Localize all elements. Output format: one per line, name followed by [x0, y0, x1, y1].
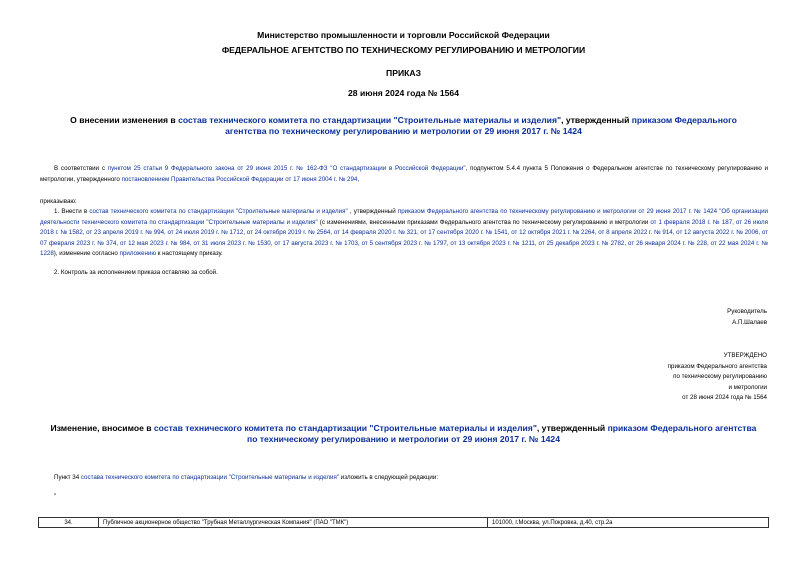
change-committee-link[interactable]: состава технического комитета по стандартизации "Строительные материалы и изделия": [80, 474, 340, 481]
change-title-committee-link[interactable]: состав технического комитета по стандартизации "Строительные материалы и изделия": [153, 423, 537, 433]
change-title: Изменение, вносимое в состав технического комитета по стандартизации "Строительные материалы и изделия", утвержденный приказом Федерального агентства по техническому регулированию и метрологии от 29 июня 2017 г. № 1424: [50, 423, 757, 444]
law-link[interactable]: пунктом 25 статьи 9 Федерального закона от 29 июня 2015 г. № 162-ФЗ "О стандартизации в Российской Федерации": [107, 165, 466, 172]
table-row: [39, 518, 769, 528]
item1-amendments-links[interactable]: от 1 февраля 2018 г. № 187, от 26 июля 2018 г. № 1582, от 23 апреля 2019 г. № 994, от 24 июля 2019 г. № 1712, от 24 октября 2019 г. № 2564, от 14 февраля 2020 г. № 321, от 17 сентября 2020 г. № 1541, от 12 октября 2021 г. № 2264, от 8 апреля 2022 г. № 914, от 12 августа 2022 г. № 2006, от 07 февраля 2023 г. № 374, от 12 мая 2023 г. № 984, от 31 июля 2023 г. № 1530, от 17 августа 2023 г. № 1703, от 5 сентября 2023 г. № 1797, от 13 октября 2023 г. № 1211, от 25 декабря 2023 г. № 2782, от 26 января 2024 г. № 228, от 22 мая 2024 г. № 1228: [40, 218, 768, 258]
order-word: приказываю:: [40, 198, 77, 205]
government-decree-link[interactable]: постановлением Правительства Российской Федерации от 17 июня 2004 г. № 294: [121, 175, 358, 183]
title-link-order[interactable]: приказом Федерального: [631, 115, 737, 125]
title-link-order-cont[interactable]: агентства по техническому регулированию и метрологии от 29 июня 2017 г. № 1424: [225, 125, 582, 136]
item-2-paragraph: 2. Контроль за исполнением приказа оставляю за собой.: [54, 269, 218, 276]
committee-member-table: [38, 517, 769, 528]
item1-committee-link[interactable]: состав технического комитета по стандартизации "Строительные материалы и изделия": [89, 208, 348, 215]
signature-position: Руководитель: [727, 308, 767, 315]
item-1-paragraph: 1. Внести в состав технического комитета по стандартизации "Строительные материалы и изделия" , утвержденный приказом Федерального агентства по техническому регулированию и метрологии от 29 июня 2017 г. № 1424 "Об организации деятельности технического комитета по стандартизации "Строительные материалы и изделия" (с изменениями, внесенными приказами Федерального агентства по техническому регулированию и метрологии от 1 февраля 2018 г. № 187, от 26 июля 2018 г. № 1582, от 23 апреля 2019 г. № 994, от 24 июля 2019 г. № 1712, от 24 октября 2019 г. № 2564, от 14 февраля 2020 г. № 321, от 17 сентября 2020 г. № 1541, от 12 октября 2021 г. № 2264, от 8 апреля 2022 г. № 914, от 12 августа 2022 г. № 2006, от 07 февраля 2023 г. № 374, от 12 мая 2023 г. № 984, от 31 июля 2023 г. № 1530, от 17 августа 2023 г. № 1703, от 5 сентября 2023 г. № 1797, от 13 октября 2023 г. № 1211, от 25 декабря 2023 г. № 2782, от 26 января 2024 г. № 228, от 22 мая 2024 г. № 1228), изменение согласно приложению к настоящему приказу.: [40, 208, 768, 258]
ministry-name: Министерство промышленности и торговли Российской Федерации: [257, 30, 550, 40]
preamble-paragraph: В соответствии с пунктом 25 статьи 9 Федерального закона от 29 июня 2015 г. № 162-ФЗ "О стандартизации в Российской Федерации", подпунктом 5.4.4 пункта 5 Положения о Федеральном агентстве по техническому регулированию и метрологии, утвержденного постановлением Правительства Российской Федерации от 17 июня 2004 г. № 294,: [40, 165, 768, 183]
approval-stamp: УТВЕРЖДЕНО приказом Федерального агентства по техническому регулированию и метрологии от 28 июня 2024 года № 1564: [667, 352, 767, 402]
agency-name: ФЕДЕРАЛЬНОЕ АГЕНТСТВО ПО ТЕХНИЧЕСКОМУ РЕГУЛИРОВАНИЮ И МЕТРОЛОГИИ: [221, 45, 586, 55]
change-title-order-link-cont[interactable]: по техническому регулированию и метрологии от 29 июня 2017 г. № 1424: [247, 433, 560, 444]
table-cell-number: 34.: [39, 518, 99, 528]
table-cell-organization: Публичное акционерное общество "Трубная Металлургическая Компания" (ПАО "ТМК"): [99, 518, 488, 528]
change-title-order-link[interactable]: приказом Федерального агентства: [607, 423, 757, 433]
appendix-link[interactable]: приложению: [119, 250, 156, 258]
change-instruction: Пункт 34 состава технического комитета по стандартизации "Строительные материалы и изделия" изложить в следующей редакции:: [54, 474, 439, 481]
order-title: О внесении изменения в состав технического комитета по стандартизации "Строительные материалы и изделия", утвержденный приказом Федерального агентства по техническому регулированию и метрологии от 29 июня 2017 г. № 1424: [70, 115, 737, 136]
item1-order-link[interactable]: приказом Федерального агентства по техническому регулированию и метрологии от 29 июня 2017 г. № 1424 "Об организации деятельности технического комитета по стандартизации "Строительные материалы и изделия": [40, 208, 768, 226]
document-type: ПРИКАЗ: [386, 68, 421, 78]
document-date-number: 28 июня 2024 года № 1564: [348, 88, 459, 98]
signature-name: А.П.Шалаев: [732, 319, 767, 326]
table-cell-address: 101000, г.Москва, ул.Покровка, д.40, стр.2а: [488, 518, 769, 528]
opening-quote-mark: ": [54, 493, 57, 500]
title-link-committee[interactable]: состав технического комитета по стандартизации "Строительные материалы и изделия": [178, 115, 562, 125]
